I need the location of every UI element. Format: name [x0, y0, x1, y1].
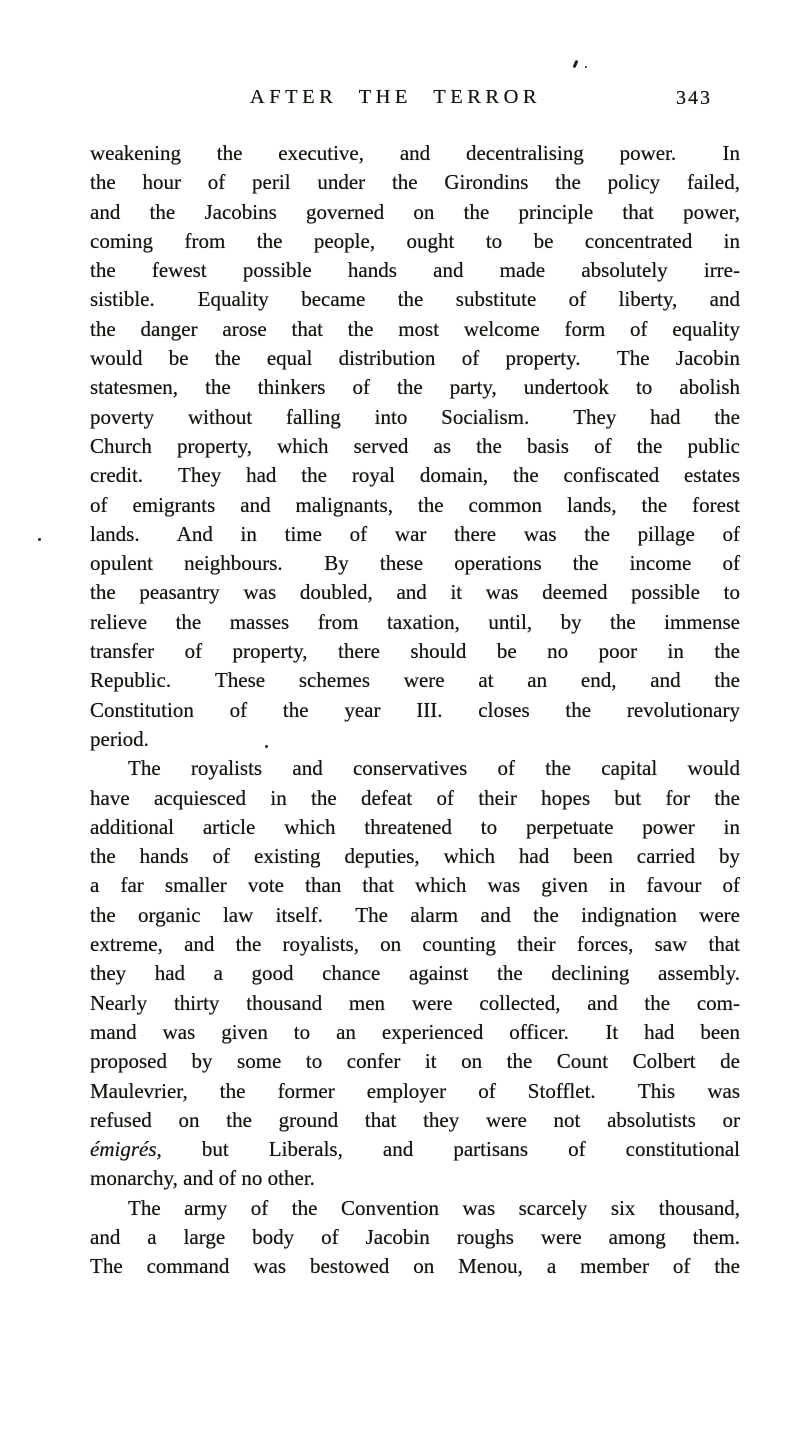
text-line — [90, 1077, 740, 1106]
text-line — [90, 696, 740, 725]
text-segment: period. — [90, 726, 149, 751]
text-segment: Church property, which served as the basis of the public — [90, 433, 740, 458]
text-line — [90, 198, 740, 227]
text-line — [90, 813, 740, 842]
text-segment: the fewest possible hands and made absolutely irre- — [90, 258, 740, 283]
text-segment: lands. And in time of war there was the pillage of — [90, 521, 740, 546]
text-line — [90, 1223, 740, 1252]
text-segment: coming from the people, ought to be concentrated in — [90, 228, 740, 253]
text-segment: poverty without falling into Socialism. They had the — [90, 404, 740, 429]
page-header — [90, 86, 740, 114]
text-line — [90, 578, 740, 607]
text-segment: refused on the ground that they were not absolutists or — [90, 1107, 740, 1132]
running-title: AFTER THE TERROR — [249, 86, 542, 108]
text-line — [90, 1252, 740, 1281]
text-segment: relieve the masses from taxation, until, by the immense — [90, 609, 740, 634]
text-line — [90, 930, 740, 959]
margin-speck — [38, 538, 41, 541]
text-segment: sistible. Equality became the substitute of liberty, and — [90, 287, 740, 312]
italic-text-segment: émigrés, — [90, 1137, 162, 1162]
text-segment: The royalists and conservatives of the capital would — [128, 756, 740, 781]
text-line — [90, 315, 740, 344]
text-segment: Nearly thirty thousand men were collected, and the com- — [90, 990, 740, 1015]
text-segment: opulent neighbours. By these operations the income of — [90, 551, 740, 576]
text-line — [90, 842, 740, 871]
text-line — [90, 461, 740, 490]
text-line — [90, 373, 740, 402]
text-segment: have acquiesced in the defeat of their hopes but for the — [90, 785, 740, 810]
ink-speck-dot — [585, 66, 587, 68]
text-segment: the hour of peril under the Girondins the policy failed, — [90, 170, 740, 195]
text-segment: and the Jacobins governed on the principle that power, — [90, 199, 740, 224]
text-line — [90, 725, 740, 754]
text-segment: Republic. These schemes were at an end, and the — [90, 668, 740, 693]
text-line — [90, 168, 740, 197]
text-segment: the danger arose that the most welcome form of equality — [90, 316, 740, 341]
text-line — [90, 1135, 740, 1164]
text-line — [90, 285, 740, 314]
text-segment: additional article which threatened to perpetuate power in — [90, 814, 740, 839]
text-line — [90, 1047, 740, 1076]
text-segment: Maulevrier, the former employer of Stofflet. This was — [90, 1078, 740, 1103]
text-segment: statesmen, the thinkers of the party, undertook to abolish — [90, 375, 740, 400]
text-line — [90, 1018, 740, 1047]
text-line — [90, 871, 740, 900]
text-line — [90, 959, 740, 988]
midpage-speck — [265, 745, 268, 748]
text-line — [90, 139, 740, 168]
text-segment: and a large body of Jacobin roughs were among them. — [90, 1224, 740, 1249]
text-line — [90, 403, 740, 432]
text-line — [90, 491, 740, 520]
text-segment: would be the equal distribution of property. The Jacobin — [90, 346, 740, 371]
text-line — [90, 1106, 740, 1135]
text-line — [90, 1164, 740, 1193]
text-line — [90, 549, 740, 578]
text-segment: of emigrants and malignants, the common lands, the forest — [90, 492, 740, 517]
text-line — [90, 608, 740, 637]
text-line — [90, 637, 740, 666]
text-segment: the hands of existing deputies, which had been carried by — [90, 844, 740, 869]
text-line — [90, 432, 740, 461]
text-line — [90, 754, 740, 783]
ink-speck-tick — [573, 60, 579, 69]
text-segment: Constitution of the year III. closes the revolutionary — [90, 697, 740, 722]
text-block — [90, 139, 740, 1282]
text-segment: The army of the Convention was scarcely six thousand, — [128, 1195, 740, 1220]
text-line — [90, 344, 740, 373]
text-line — [90, 520, 740, 549]
text-segment: transfer of property, there should be no poor in the — [90, 639, 740, 664]
text-segment: proposed by some to confer it on the Count Colbert de — [90, 1049, 740, 1074]
text-line — [90, 901, 740, 930]
text-segment: but Liberals, and partisans of constitutional — [161, 1137, 740, 1162]
text-segment: mand was given to an experienced officer. It had been — [90, 1019, 740, 1044]
text-segment: monarchy, and of no other. — [90, 1166, 315, 1191]
text-line — [90, 666, 740, 695]
text-segment: a far smaller vote than that which was given in favour of — [90, 873, 740, 898]
text-segment: The command was bestowed on Menou, a member of the — [90, 1254, 740, 1279]
text-line — [90, 227, 740, 256]
text-line — [90, 1194, 740, 1223]
text-segment: credit. They had the royal domain, the confiscated estates — [90, 463, 740, 488]
text-line — [90, 989, 740, 1018]
text-segment: weakening the executive, and decentralising power. In — [90, 141, 740, 165]
text-segment: the peasantry was doubled, and it was deemed possible to — [90, 580, 740, 605]
text-line — [90, 256, 740, 285]
text-segment: the organic law itself. The alarm and the indignation were — [90, 902, 740, 927]
text-segment: they had a good chance against the declining assembly. — [90, 961, 740, 986]
text-segment: extreme, and the royalists, on counting their forces, saw that — [90, 932, 740, 957]
text-line — [90, 784, 740, 813]
page-number: 343 — [676, 87, 712, 109]
